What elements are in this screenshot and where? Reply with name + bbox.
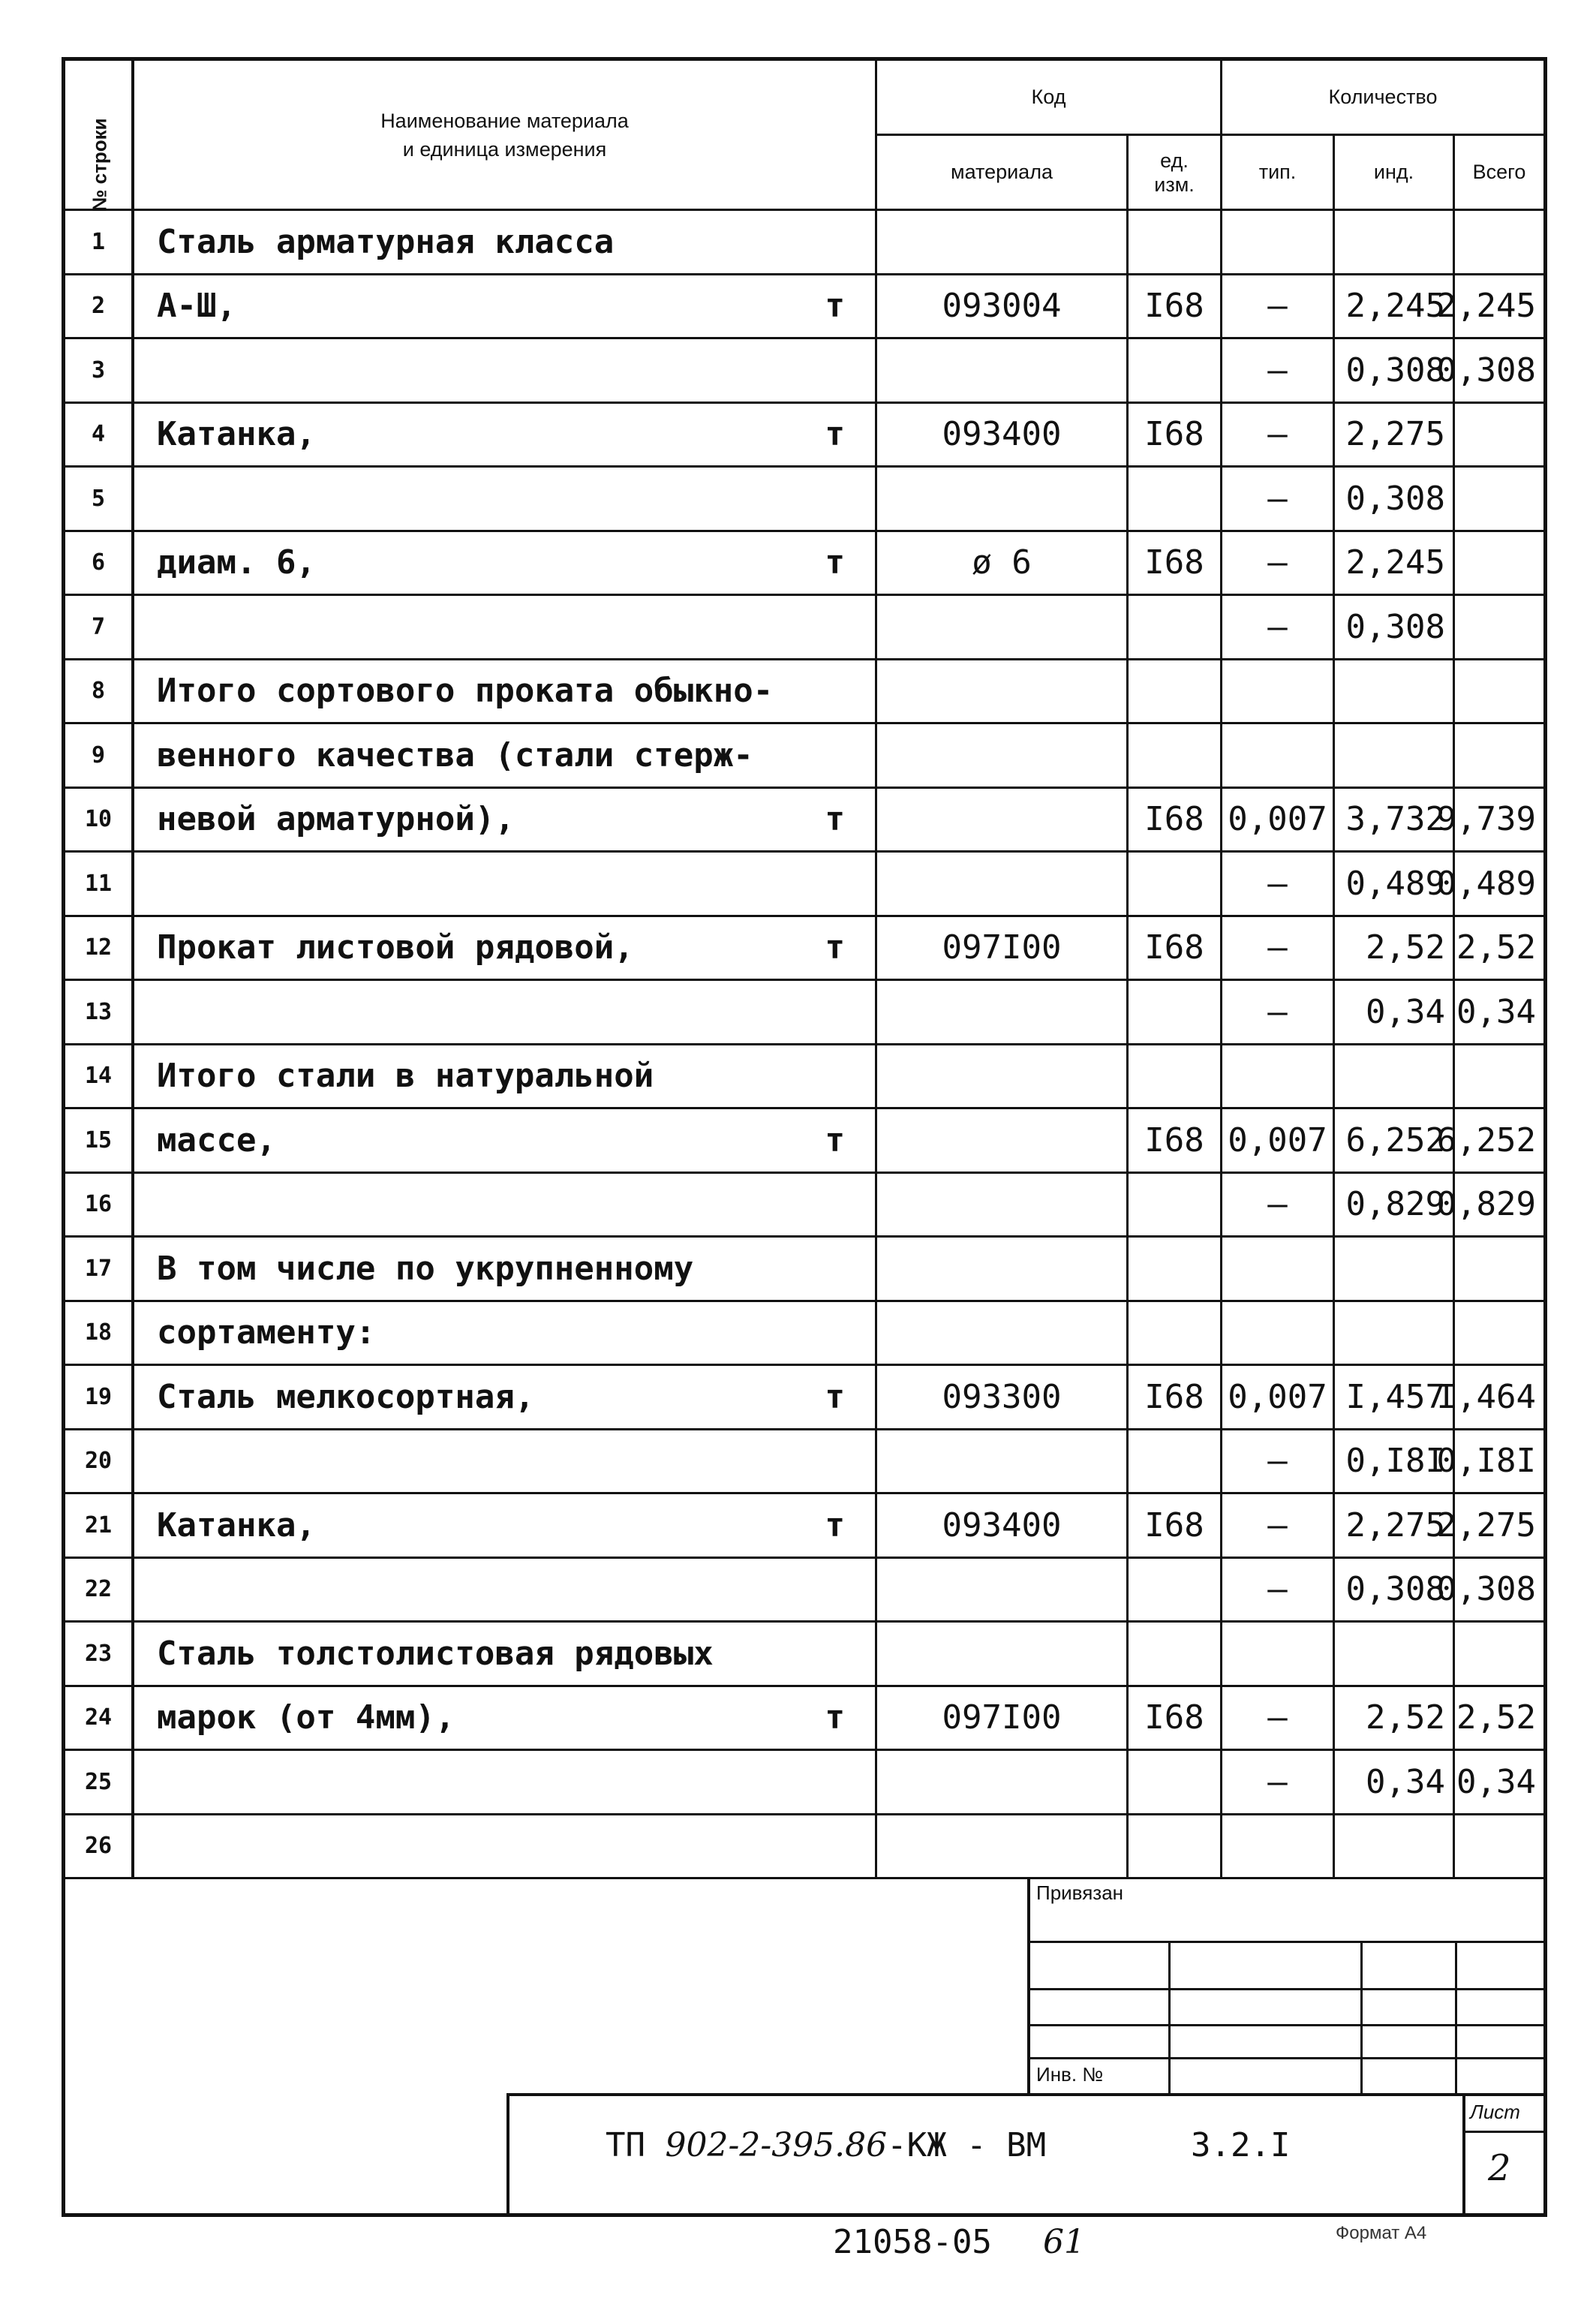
qty-typ: –	[1222, 1430, 1335, 1495]
material-code	[877, 1174, 1129, 1238]
material-unit: т	[825, 928, 845, 967]
header-code: Код	[877, 61, 1222, 136]
material-name-text: сортаменту:	[157, 1313, 376, 1352]
qty-ind	[1335, 1045, 1455, 1110]
material-code	[877, 789, 1129, 853]
material-name	[134, 853, 877, 917]
material-code	[877, 339, 1129, 404]
qty-typ	[1222, 660, 1335, 725]
qty-ind: 0,34	[1335, 1751, 1455, 1815]
qty-ind: 0,829	[1335, 1174, 1455, 1238]
unit-code	[1129, 1751, 1222, 1815]
material-name	[134, 660, 877, 725]
qty-ind: 6,252	[1335, 1109, 1455, 1174]
material-code	[877, 1302, 1129, 1367]
material-name	[134, 275, 877, 340]
material-name	[134, 1045, 877, 1110]
material-code	[877, 468, 1129, 532]
unit-code	[1129, 211, 1222, 275]
material-code: 093300	[877, 1366, 1129, 1430]
row-number: 19	[65, 1366, 134, 1430]
stamp-line-1	[1027, 1988, 1543, 1990]
material-name-text: диам. 6,	[157, 543, 316, 582]
qty-total: 0,308	[1455, 1559, 1543, 1623]
unit-code	[1129, 1302, 1222, 1367]
unit-code: I68	[1129, 917, 1222, 982]
qty-total	[1455, 1238, 1543, 1302]
unit-code	[1129, 468, 1222, 532]
qty-typ: 0,007	[1222, 789, 1335, 853]
qty-typ: –	[1222, 404, 1335, 468]
row-number: 12	[65, 917, 134, 982]
material-unit: т	[825, 1505, 845, 1545]
material-name-text: Катанка,	[157, 1505, 316, 1545]
qty-typ	[1222, 1815, 1335, 1880]
material-code	[877, 1623, 1129, 1687]
material-name-text: Итого стали в натуральной	[157, 1057, 654, 1096]
material-code	[877, 724, 1129, 789]
row-number: 26	[65, 1815, 134, 1880]
material-code	[877, 981, 1129, 1045]
unit-code: I68	[1129, 1109, 1222, 1174]
unit-code: I68	[1129, 789, 1222, 853]
material-unit: т	[825, 1377, 845, 1416]
material-code: 093400	[877, 1494, 1129, 1559]
qty-total: 9,739	[1455, 789, 1543, 853]
qty-ind: I,457	[1335, 1366, 1455, 1430]
sheet-label: Лист	[1470, 2101, 1520, 2123]
qty-typ	[1222, 1238, 1335, 1302]
header-qty-ind: инд.	[1335, 136, 1455, 211]
qty-total: 2,52	[1455, 917, 1543, 982]
qty-typ: –	[1222, 1559, 1335, 1623]
material-code	[877, 1238, 1129, 1302]
qty-total: I,464	[1455, 1366, 1543, 1430]
material-code: 097I00	[877, 917, 1129, 982]
section-no: 3.2.I	[1191, 2126, 1291, 2164]
qty-typ	[1222, 724, 1335, 789]
row-number: 8	[65, 660, 134, 725]
format-label: Формат А4	[1336, 2223, 1427, 2243]
row-number: 7	[65, 596, 134, 660]
qty-typ: –	[1222, 853, 1335, 917]
row-number: 14	[65, 1045, 134, 1110]
material-name	[134, 211, 877, 275]
material-code: ø 6	[877, 532, 1129, 597]
qty-total	[1455, 660, 1543, 725]
header-quantity: Количество	[1222, 61, 1543, 136]
qty-typ	[1222, 1302, 1335, 1367]
qty-typ: –	[1222, 917, 1335, 982]
qty-total: 0,829	[1455, 1174, 1543, 1238]
material-name	[134, 1687, 877, 1752]
material-name-text: Катанка,	[157, 415, 316, 454]
row-number: 18	[65, 1302, 134, 1367]
qty-ind: 2,52	[1335, 1687, 1455, 1752]
material-name-text: марок (от 4мм),	[157, 1698, 455, 1737]
qty-ind: 0,308	[1335, 468, 1455, 532]
stamp-vline-c	[1360, 1943, 1363, 2093]
unit-code	[1129, 1815, 1222, 1880]
material-code	[877, 1751, 1129, 1815]
material-name	[134, 917, 877, 982]
material-name-text: Сталь мелкосортная,	[157, 1377, 535, 1416]
material-code: 097I00	[877, 1687, 1129, 1752]
unit-code	[1129, 339, 1222, 404]
material-name	[134, 468, 877, 532]
row-number: 25	[65, 1751, 134, 1815]
qty-ind: 0,34	[1335, 981, 1455, 1045]
qty-total	[1455, 211, 1543, 275]
row-number: 17	[65, 1238, 134, 1302]
material-code	[877, 1559, 1129, 1623]
doc-code: ТП 902-2-395.86-КЖ - ВМ	[606, 2126, 1047, 2164]
row-number: 20	[65, 1430, 134, 1495]
material-name-text: невой арматурной),	[157, 800, 515, 839]
qty-ind: 0,489	[1335, 853, 1455, 917]
unit-code	[1129, 596, 1222, 660]
row-number: 5	[65, 468, 134, 532]
qty-ind: 0,308	[1335, 596, 1455, 660]
qty-total	[1455, 468, 1543, 532]
material-code	[877, 660, 1129, 725]
qty-ind: 0,308	[1335, 1559, 1455, 1623]
row-number: 16	[65, 1174, 134, 1238]
row-number: 23	[65, 1623, 134, 1687]
header-qty-typ: тип.	[1222, 136, 1335, 211]
unit-code: I68	[1129, 1687, 1222, 1752]
qty-total: 2,245	[1455, 275, 1543, 340]
qty-typ	[1222, 1623, 1335, 1687]
qty-total	[1455, 532, 1543, 597]
material-unit: т	[825, 1698, 845, 1737]
material-unit: т	[825, 543, 845, 582]
qty-typ: –	[1222, 1687, 1335, 1752]
qty-ind: 3,732	[1335, 789, 1455, 853]
material-name-text: А-Ш,	[157, 287, 236, 326]
qty-total: 2,52	[1455, 1687, 1543, 1752]
unit-code	[1129, 1045, 1222, 1110]
material-code	[877, 1815, 1129, 1880]
row-number: 2	[65, 275, 134, 340]
qty-typ	[1222, 1045, 1335, 1110]
material-name	[134, 404, 877, 468]
material-name	[134, 1494, 877, 1559]
unit-code: I68	[1129, 1494, 1222, 1559]
material-code	[877, 596, 1129, 660]
material-name-text: Итого сортового проката обыкно-	[157, 672, 774, 711]
stamp-line-2	[1027, 2024, 1543, 2026]
material-name-text: венного качества (стали стерж-	[157, 735, 753, 775]
material-name	[134, 981, 877, 1045]
specification-sheet	[62, 57, 1547, 2217]
stamp-vline-d	[1455, 1943, 1457, 2093]
material-code	[877, 853, 1129, 917]
row-number: 21	[65, 1494, 134, 1559]
row-number: 1	[65, 211, 134, 275]
material-name-text: В том числе по укрупненному	[157, 1249, 694, 1288]
doc-code-handwritten: 902-2-395.86	[665, 2126, 888, 2164]
qty-ind: 2,245	[1335, 275, 1455, 340]
sheet-box-divider	[1462, 2131, 1543, 2133]
row-number: 24	[65, 1687, 134, 1752]
qty-ind	[1335, 724, 1455, 789]
qty-total: 2,275	[1455, 1494, 1543, 1559]
material-name	[134, 1559, 877, 1623]
qty-typ: –	[1222, 1174, 1335, 1238]
material-code	[877, 1109, 1129, 1174]
stamp-vline-a	[1027, 1943, 1030, 2093]
qty-ind	[1335, 1238, 1455, 1302]
material-code	[877, 1430, 1129, 1495]
qty-typ: –	[1222, 532, 1335, 597]
row-number: 3	[65, 339, 134, 404]
qty-ind: 2,275	[1335, 404, 1455, 468]
row-number: 10	[65, 789, 134, 853]
unit-code	[1129, 1623, 1222, 1687]
qty-total	[1455, 1045, 1543, 1110]
qty-ind: 2,245	[1335, 532, 1455, 597]
material-unit: т	[825, 415, 845, 454]
material-name	[134, 1430, 877, 1495]
qty-typ: –	[1222, 468, 1335, 532]
qty-typ	[1222, 211, 1335, 275]
material-name-text: Сталь арматурная класса	[157, 222, 615, 261]
qty-typ: –	[1222, 1494, 1335, 1559]
material-name	[134, 339, 877, 404]
row-number: 4	[65, 404, 134, 468]
page-number: 61	[1043, 2223, 1085, 2261]
unit-code: I68	[1129, 404, 1222, 468]
material-name	[134, 724, 877, 789]
row-number: 22	[65, 1559, 134, 1623]
material-code: 093004	[877, 275, 1129, 340]
material-name	[134, 1302, 877, 1367]
qty-total: 0,I8I	[1455, 1430, 1543, 1495]
stamp-inv-no: Инв. №	[1036, 2063, 1104, 2086]
row-number: 6	[65, 532, 134, 597]
header-code-unit: ед. изм.	[1129, 136, 1222, 211]
stamp-attached: Привязан	[1027, 1877, 1543, 1943]
qty-typ: 0,007	[1222, 1109, 1335, 1174]
unit-code: I68	[1129, 532, 1222, 597]
header-code-material: материала	[877, 136, 1129, 211]
qty-total: 0,308	[1455, 339, 1543, 404]
qty-typ: 0,007	[1222, 1366, 1335, 1430]
material-name	[134, 1623, 877, 1687]
material-name-text: Прокат листовой рядовой,	[157, 928, 634, 967]
row-number: 13	[65, 981, 134, 1045]
material-name	[134, 1174, 877, 1238]
material-code: 093400	[877, 404, 1129, 468]
qty-ind	[1335, 1302, 1455, 1367]
material-name	[134, 596, 877, 660]
material-code	[877, 211, 1129, 275]
unit-code	[1129, 1238, 1222, 1302]
qty-total: 0,34	[1455, 981, 1543, 1045]
qty-typ: –	[1222, 981, 1335, 1045]
qty-ind	[1335, 1815, 1455, 1880]
row-number: 9	[65, 724, 134, 789]
qty-ind: 0,308	[1335, 339, 1455, 404]
qty-typ: –	[1222, 339, 1335, 404]
qty-ind	[1335, 211, 1455, 275]
qty-total: 0,489	[1455, 853, 1543, 917]
qty-total	[1455, 404, 1543, 468]
qty-typ: –	[1222, 596, 1335, 660]
material-unit: т	[825, 287, 845, 326]
qty-ind: 2,275	[1335, 1494, 1455, 1559]
material-name-text: массе,	[157, 1120, 276, 1160]
material-unit: т	[825, 800, 845, 839]
material-name	[134, 532, 877, 597]
qty-ind	[1335, 660, 1455, 725]
row-number: 15	[65, 1109, 134, 1174]
qty-ind	[1335, 1623, 1455, 1687]
qty-typ: –	[1222, 275, 1335, 340]
material-code	[877, 1045, 1129, 1110]
archive-number: 21058-05	[833, 2223, 992, 2261]
qty-ind: 0,I8I	[1335, 1430, 1455, 1495]
material-name-text: Сталь толстолистовая рядовых	[157, 1634, 714, 1673]
unit-code: I68	[1129, 275, 1222, 340]
sheet-number: 2	[1488, 2147, 1511, 2189]
qty-total	[1455, 596, 1543, 660]
material-name	[134, 789, 877, 853]
material-name	[134, 1366, 877, 1430]
qty-typ: –	[1222, 1751, 1335, 1815]
stamp-vline-b	[1168, 1943, 1171, 2093]
unit-code	[1129, 1559, 1222, 1623]
qty-total: 6,252	[1455, 1109, 1543, 1174]
unit-code	[1129, 660, 1222, 725]
unit-code	[1129, 1430, 1222, 1495]
qty-total	[1455, 1815, 1543, 1880]
unit-code	[1129, 981, 1222, 1045]
row-number: 11	[65, 853, 134, 917]
qty-total: 0,34	[1455, 1751, 1543, 1815]
qty-total	[1455, 1302, 1543, 1367]
material-name	[134, 1238, 877, 1302]
material-name	[134, 1815, 877, 1880]
unit-code	[1129, 853, 1222, 917]
qty-ind: 2,52	[1335, 917, 1455, 982]
stamp-line-3	[1027, 2057, 1543, 2059]
qty-total	[1455, 724, 1543, 789]
material-name	[134, 1109, 877, 1174]
header-row-no: № строки	[65, 61, 134, 211]
header-name: Наименование материала и единица измерения	[134, 61, 877, 211]
material-unit: т	[825, 1120, 845, 1160]
header-qty-total: Всего	[1455, 136, 1543, 211]
unit-code	[1129, 724, 1222, 789]
unit-code: I68	[1129, 1366, 1222, 1430]
unit-code	[1129, 1174, 1222, 1238]
qty-total	[1455, 1623, 1543, 1687]
material-name	[134, 1751, 877, 1815]
